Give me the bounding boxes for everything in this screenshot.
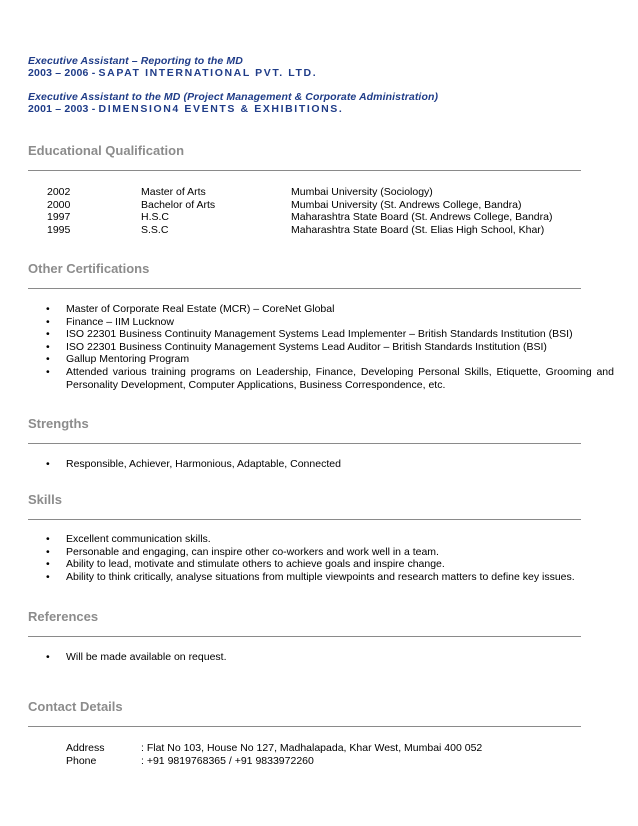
- certifications-list: [44, 303, 614, 391]
- bullet-icon: •: [46, 315, 50, 328]
- strengths-heading: Strengths: [28, 416, 89, 431]
- bullet-icon: •: [46, 545, 50, 558]
- section-divider: [28, 636, 581, 637]
- list-item: • Will be made available on request.: [46, 651, 227, 663]
- job-title-2: Executive Assistant to the MD (Project Management & Corporate Administration): [28, 91, 439, 103]
- education-year: 1997: [47, 211, 71, 223]
- bullet-icon: •: [46, 353, 50, 366]
- education-institution: Maharashtra State Board (St. Andrews College, Bandra): [291, 211, 553, 223]
- strengths-list: [44, 458, 614, 471]
- education-year: 1995: [47, 224, 71, 236]
- list-item: • Attended various training programs on Leadership, Finance, Developing Personal Skills, Etiquette, Grooming and Personality Development, Computer Applications, Business Correspondence, etc.: [46, 365, 614, 391]
- skills-list: [44, 533, 614, 583]
- list-item: • Personable and engaging, can inspire other co-workers and work well in a team.: [46, 545, 439, 558]
- job-company-1: [28, 67, 317, 79]
- education-institution: Maharashtra State Board (St. Elias High School, Khar): [291, 224, 545, 236]
- job-years-2: 2001 – 2003 -: [28, 103, 99, 115]
- list-item: • Ability to lead, motivate and stimulate others to achieve goals and inspire change.: [46, 558, 445, 571]
- references-list: [44, 651, 614, 664]
- skills-heading: Skills: [28, 492, 62, 507]
- address-value: : Flat No 103, House No 127, Madhalapada, Khar West, Mumbai 400 052: [141, 742, 483, 754]
- education-institution: Mumbai University (St. Andrews College, Bandra): [291, 199, 522, 211]
- section-divider: [28, 726, 581, 727]
- list-item: • Finance – IIM Lucknow: [46, 315, 174, 328]
- section-divider: [28, 443, 581, 444]
- list-item: • ISO 22301 Business Continuity Management Systems Lead Auditor – British Standards Institution (BSI): [46, 340, 547, 353]
- bullet-icon: •: [46, 365, 50, 378]
- bullet-icon: •: [46, 558, 50, 571]
- education-degree: Bachelor of Arts: [141, 199, 216, 211]
- bullet-icon: •: [46, 570, 50, 583]
- job-title-1: Executive Assistant – Reporting to the MD: [28, 55, 243, 67]
- education-degree: S.S.C: [141, 224, 169, 236]
- job-company-2: [28, 103, 343, 115]
- education-degree: Master of Arts: [141, 186, 206, 198]
- certifications-heading: Other Certifications: [28, 261, 150, 276]
- phone-value: : +91 9819768365 / +91 9833972260: [141, 755, 314, 767]
- phone-label: Phone: [66, 755, 97, 767]
- education-year: 2000: [47, 199, 71, 211]
- education-heading: Educational Qualification: [28, 143, 185, 158]
- contact-heading: Contact Details: [28, 699, 123, 714]
- education-degree: H.S.C: [141, 211, 170, 223]
- education-year: 2002: [47, 186, 71, 198]
- bullet-icon: •: [46, 458, 50, 470]
- bullet-icon: •: [46, 533, 50, 545]
- section-divider: [28, 170, 581, 171]
- bullet-icon: •: [46, 303, 50, 315]
- list-item: • Ability to think critically, analyse situations from multiple viewpoints and research matters to define key issues.: [46, 570, 575, 583]
- list-item: • Responsible, Achiever, Harmonious, Adaptable, Connected: [46, 458, 341, 470]
- bullet-icon: •: [46, 340, 50, 353]
- section-divider: [28, 288, 581, 289]
- list-item: • Master of Corporate Real Estate (MCR) – CoreNet Global: [46, 303, 335, 315]
- bullet-icon: •: [46, 651, 50, 663]
- bullet-icon: •: [46, 328, 50, 341]
- references-heading: References: [28, 609, 99, 624]
- address-label: Address: [66, 742, 105, 754]
- list-item: • ISO 22301 Business Continuity Management Systems Lead Implementer – British Standards Institution (BSI): [46, 328, 573, 341]
- company-name-1: SAPAT INTERNATIONAL PVT. LTD.: [98, 67, 318, 79]
- section-divider: [28, 519, 581, 520]
- job-years-1: 2003 – 2006 -: [28, 67, 99, 79]
- education-institution: Mumbai University (Sociology): [291, 186, 433, 198]
- list-item: • Gallup Mentoring Program: [46, 353, 190, 366]
- company-name-2: DIMENSION4 EVENTS & EXHIBITIONS.: [98, 103, 344, 115]
- list-item: • Excellent communication skills.: [46, 533, 211, 545]
